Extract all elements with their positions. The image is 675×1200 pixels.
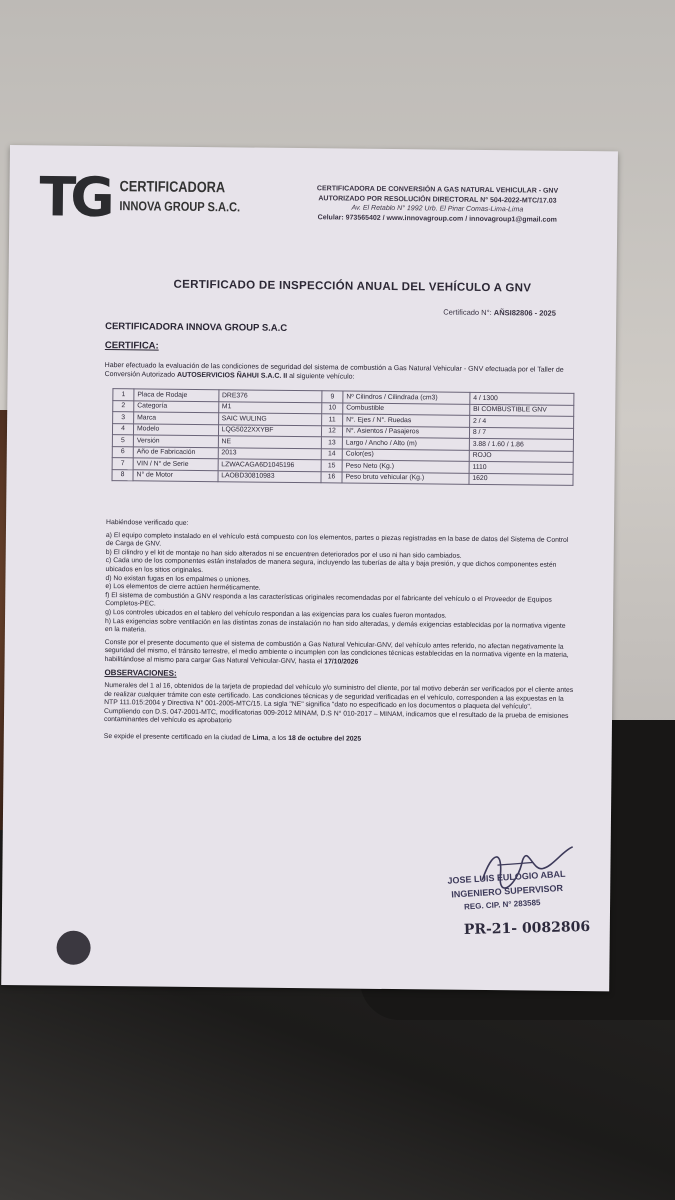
intro-suffix: al siguiente vehículo:	[289, 372, 355, 381]
spec-value: 8 / 7	[469, 427, 573, 440]
certificate-number	[443, 308, 556, 318]
punch-hole	[56, 931, 90, 965]
spec-label: VIN / N° de Serie	[133, 458, 218, 470]
spec-label: Peso bruto vehicular (Kg.)	[342, 471, 469, 484]
letterhead-line1: CERTIFICADORA DE CONVERSIÓN A GAS NATURAL VEHICULAR - GNV	[316, 185, 559, 195]
verification-item: a) El equipo completo instalado en el vehículo está compuesto con los elementos, partes o piezas registradas en la base de datos del Sistema de Control de Carga de GNV.	[105, 531, 569, 548]
spec-value: ROJO	[469, 450, 573, 463]
spec-index: 2	[113, 400, 134, 412]
certificate-number-label: Certificado N°:	[443, 307, 492, 318]
spec-label: Combustible	[343, 402, 470, 415]
verification-item: d) No existan fugas en los empalmes o uniones.	[105, 574, 251, 584]
spec-value: 1620	[469, 473, 573, 486]
issue-mid: , a los	[268, 734, 287, 742]
spec-value: 2 / 4	[469, 415, 573, 428]
spec-label: N°. Ejes / N°. Ruedas	[343, 414, 470, 427]
spec-value: M1	[218, 401, 321, 414]
company-logo-mark: TG	[39, 165, 109, 230]
certificate-document	[1, 145, 618, 991]
spec-value: SAIC WULING	[218, 413, 321, 426]
supervisor-name: JOSE LUIS EULOGIO ABAL	[447, 868, 566, 886]
verification-item: e) Los elementos de cierre actúen herméticamente.	[105, 583, 261, 592]
spec-index: 8	[112, 469, 133, 481]
certificate-number-value: AÑSI82806 - 2025	[493, 308, 556, 318]
letterhead-address: Av. El Retablo N° 1992 Urb. El Pinar Comas-Lima-Lima	[351, 204, 524, 214]
intro-paragraph	[105, 361, 575, 384]
spec-value: LZWACAGA6D1045196	[218, 459, 321, 472]
company-logo-line2: INNOVA GROUP S.A.C.	[119, 198, 241, 215]
verification-item: h) Las exigencias sobre ventilación en las distintas zonas de instalación no han sido alteradas, y demás exigencias establecidas por la normativa vigente en la materia.	[104, 617, 566, 634]
issue-date: 18 de octubre del 2025	[288, 735, 362, 743]
spec-index: 15	[321, 460, 342, 472]
spec-value: DRE376	[218, 390, 321, 403]
spec-label: N°. Asientos / Pasajeros	[342, 425, 469, 438]
spec-value: LAOBD30810983	[218, 470, 321, 483]
spec-label: Modelo	[133, 423, 218, 435]
spec-index: 3	[113, 412, 134, 424]
document-title: CERTIFICADO DE INSPECCIÓN ANUAL DEL VEHÍCULO A GNV	[173, 278, 532, 295]
letterhead-line2: AUTORIZADO POR RESOLUCIÓN DIRECTORAL N° 504-2022-MTC/17.03	[318, 194, 557, 205]
observations-text: Numerales del 1 al 16, obtenidos de la tarjeta de propiedad del vehículo y/o suministro del cliente, por tal motivo deberán ser verificados por el cliente antes de realizar cualquier trámite con este certificado. Las condiciones técnicas y de seguridad verificadas en el vehículo, corresponden a las expuestas en la NTP 111.015:2004 y Directiva N° 001-2005-MTC/15. La sigla "NE" significa "dato no especificado en los documentos o plaqueta del vehículo".	[104, 682, 574, 711]
spec-label: Largo / Ancho / Alto (m)	[342, 437, 469, 450]
spec-value: LQG5022XXYBF	[218, 424, 321, 437]
spec-index: 6	[112, 446, 133, 458]
issuer-name: CERTIFICADORA INNOVA GROUP S.A.C	[105, 321, 288, 334]
observations-heading: OBSERVACIONES:	[104, 667, 177, 678]
letterhead	[277, 184, 597, 225]
verification-item: b) El cilindro y el kit de montaje no han sido alterados ni se encuentren deteriorados por el uso ni han sido cambiados.	[105, 548, 462, 560]
certifica-heading: CERTIFICA:	[104, 340, 159, 352]
conste-paragraph	[105, 639, 575, 670]
spec-index: 4	[112, 423, 133, 435]
company-logo-line1: CERTIFICADORA	[119, 178, 226, 197]
spec-index: 9	[322, 391, 343, 403]
conste-text: Conste por el presente documento que el sistema de combustión a Gas Natural Vehicular-GNV, del vehículo antes referido, no afectan negativamente la seguridad del mismo, el tránsito terrestre, el medio ambiente o incumplen con las condiciones técnicas establecidas en la normativa vigente en la materia, habilitándose al mismo para cargar Gas Natural Vehicular-GNV, hasta el	[104, 638, 569, 666]
issue-prefix: Se expide el presente certificado en la ciudad de	[103, 733, 251, 742]
verification-item: g) Los controles ubicados en el tablero del vehículo respondan a las exigencias para los cuales fueron montados.	[105, 608, 447, 620]
spec-index: 14	[321, 448, 342, 460]
spec-label: Nº Cilindros / Cilindrada (cm3)	[343, 391, 470, 404]
issue-city: Lima	[252, 734, 269, 742]
verification-item: c) Cada uno de los componentes están instalados de manera segura, incluyendo las tuberías de alta y baja presión, y que dichos componentes estén ubicados en los sitios originales.	[105, 557, 557, 575]
emissions-text: Cumpliendo con D.S. 047-2001-MTC, modificatorias 009-2012 MINAM, D.S N° 010-2017 – MINAM, indicamos que el resultado de la prueba de emisiones contaminantes del vehículo es aprobatorio	[103, 707, 569, 725]
spec-label: N° de Motor	[133, 469, 218, 481]
spec-index: 12	[321, 425, 342, 437]
letterhead-contact: Celular: 973565402 / www.innovagroup.com / innovagroup1@gmail.com	[317, 213, 557, 224]
spec-label: Categoría	[134, 400, 219, 412]
verification-intro: Habiéndose verificado que:	[106, 519, 189, 527]
spec-index: 16	[321, 471, 342, 483]
spec-label: Marca	[134, 412, 219, 424]
supervisor-role: INGENIERO SUPERVISOR	[451, 882, 564, 900]
workshop-name: AUTOSERVICIOS ÑAHUI S.A.C. II	[176, 371, 288, 380]
valid-until-date: 17/10/2026	[324, 658, 359, 666]
spec-value: 2013	[218, 447, 321, 460]
vehicle-specs-table	[111, 388, 574, 486]
serial-number: PR-21- 0082806	[463, 918, 591, 938]
spec-label: Peso Neto (Kg.)	[342, 460, 469, 473]
spec-index: 13	[321, 437, 342, 449]
intro-text: Haber efectuado la evaluación de las condiciones de seguridad del sistema de combustión a Gas Natural Vehicular - GNV efectuada por el Taller de Conversión Autorizado	[104, 362, 564, 379]
spec-index: 11	[322, 414, 343, 426]
verification-list	[105, 532, 576, 640]
handwritten-signature	[472, 840, 583, 891]
verification-item: f) El sistema de combustión a GNV responda a las características originales recomendadas por el fabricante del vehículo o el Proveedor de Equipos Completos-PEC.	[105, 591, 552, 608]
spec-index: 1	[113, 389, 134, 401]
spec-index: 10	[322, 402, 343, 414]
verification-section	[104, 519, 576, 747]
spec-index: 7	[112, 458, 133, 470]
spec-label: Color(es)	[342, 448, 469, 461]
spec-value: 4 / 1300	[470, 392, 574, 405]
spec-label: Versión	[133, 435, 218, 447]
supervisor-cip: REG. CIP. N° 283585	[463, 897, 541, 912]
spec-index: 5	[112, 435, 133, 447]
spec-label: Año de Fabricación	[133, 446, 218, 458]
spec-value: 3.88 / 1.60 / 1.86	[469, 438, 573, 451]
spec-label: Placa de Rodaje	[134, 389, 219, 401]
spec-value: BI COMBUSTIBLE GNV	[470, 404, 574, 417]
spec-value: 1110	[469, 461, 573, 474]
spec-value: NE	[218, 436, 321, 449]
